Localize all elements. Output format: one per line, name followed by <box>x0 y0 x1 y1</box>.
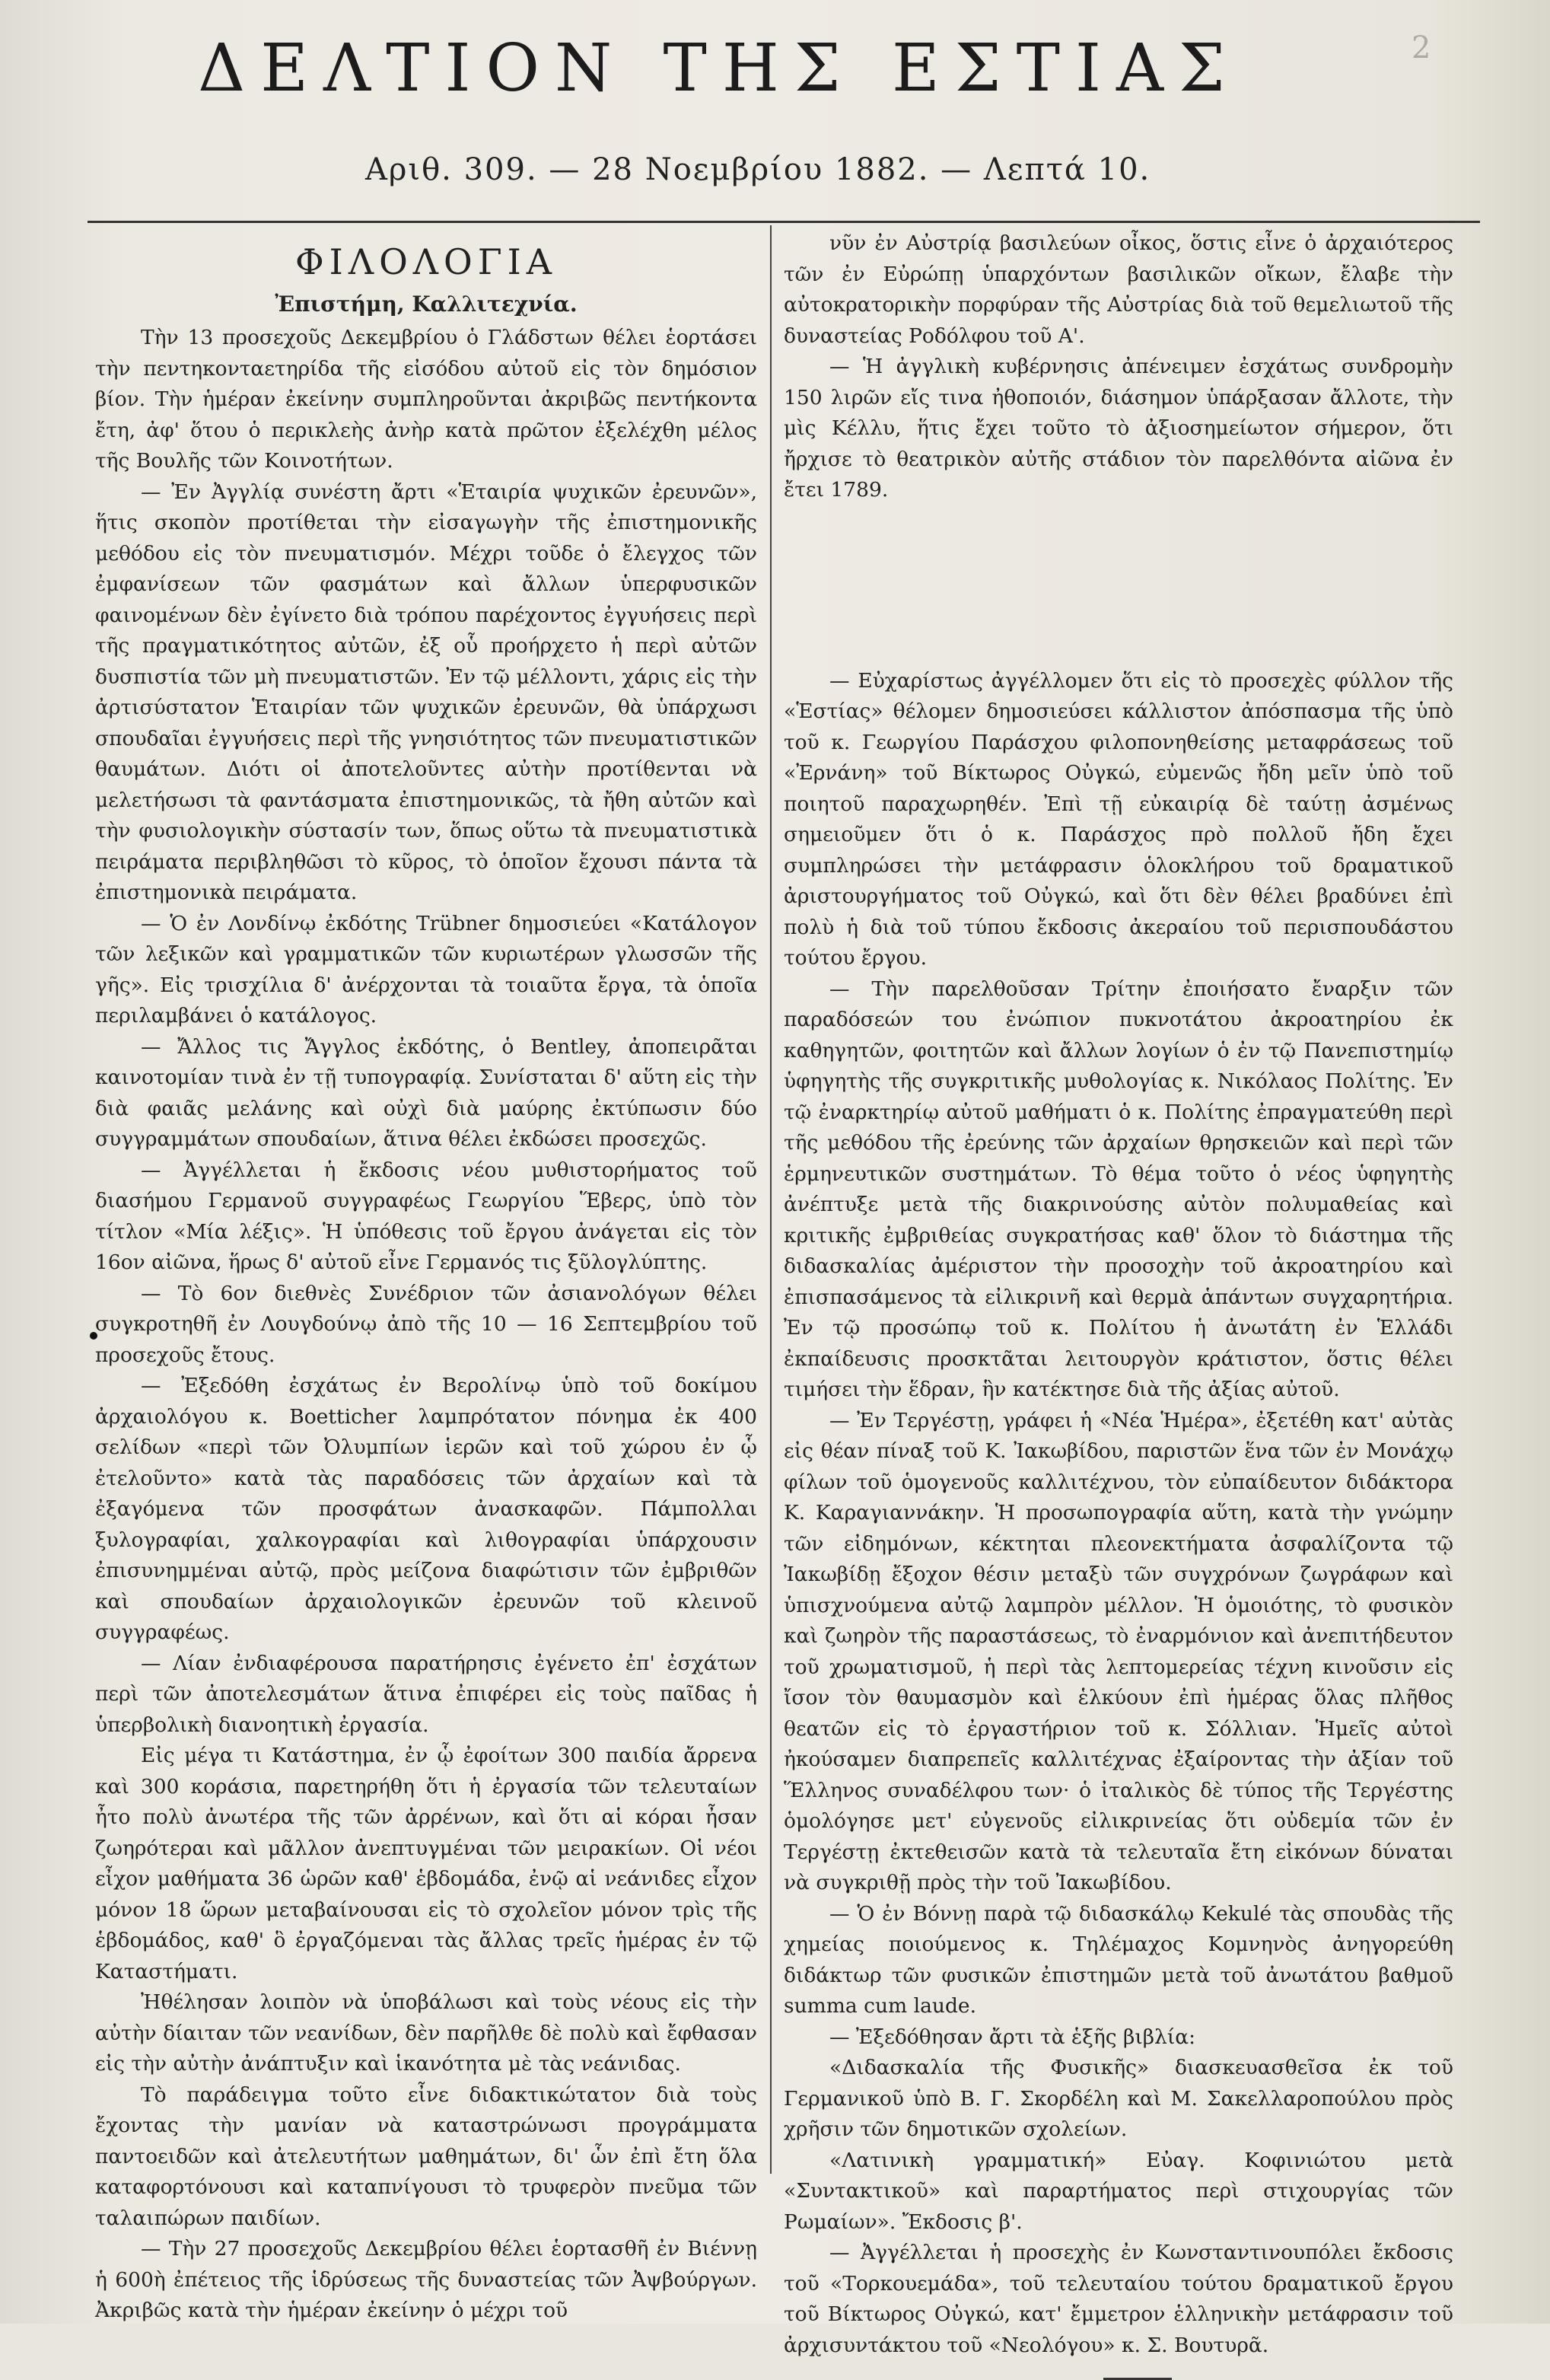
article-paragraph: — Ἐξεδόθησαν ἄρτι τὰ ἑξῆς βιβλία: <box>829 2025 1196 2049</box>
blank-space <box>784 506 1453 666</box>
article-paragraph: Ἠθέλησαν λοιπὸν νὰ ὑποβάλωσι καὶ τοὺς νέους εἰς τὴν αὐτὴν δίαιταν τῶν νεανίδων, δὲν παρῆλθε δὲ πολὺ καὶ ἔφθασαν εἰς τὴν αὐτὴν ἀνάπτυξιν καὶ ἱκανότητα μὲ τὰς νεάνιδας. <box>95 1990 757 2076</box>
article-paragraph: Εἰς μέγα τι Κατάστημα, ἐν ᾧ ἐφοίτων 300 παιδία ἄρρενα καὶ 300 κοράσια, παρετηρήθη ὅτι ἡ ἐργασία τῶν τελευταίων ἦτο πολὺ ἀνωτέρα τῆς τῶν ἀρρένων, καὶ ὅτι αἱ κόραι ἦσαν ζωηρότεραι καὶ μᾶλλον ἀνεπτυγμέναι τῶν μειρακίων. Οἱ νέοι εἶχον μαθήματα 36 ὡρῶν καθ' ἑβδομάδα, ἐνῷ αἱ νεάνιδες εἶχον μόνον 18 ὥρων μεταβαίνουσαι εἰς τὸ σχολεῖον μόνον τρὶς τῆς ἑβδομάδος, καθ' ὃ ἐργαζόμεναι τὰς ἄλλας τρεῖς ἡμέρας ἐν τῷ Καταστήματι. <box>95 1744 757 1983</box>
article-paragraph: — Ὁ ἐν Λονδίνῳ ἐκδότης Trübner δημοσιεύει «Κατάλογον τῶν λεξικῶν καὶ γραμματικῶν τῶν κυριωτέρων γλωσσῶν τῆς γῆς». Εἰς τρισχίλια δ' ἀνέρχονται τὰ τοιαῦτα ἔργα, τὰ ὁποῖα περιλαμβάνει ὁ κατάλογος. <box>95 911 757 1028</box>
article-paragraph: — Λίαν ἐνδιαφέρουσα παρατήρησις ἐγένετο ἐπ' ἐσχάτων περὶ τῶν ἀποτελεσμάτων ἅτινα ἐπιφέρει εἰς τοὺς παῖδας ἡ ὑπερβολικὴ διανοητικὴ ἐργασία. <box>95 1651 757 1737</box>
masthead-title: ΔΕΛΤΙΟΝ ΤΗΣ ΕΣΤΙΑΣ <box>198 30 1240 107</box>
article-paragraph: νῦν ἐν Αὐστρίᾳ βασιλεύων οἶκος, ὅστις εἶνε ὁ ἀρχαιότερος τῶν ἐν Εὐρώπῃ ὑπαρχόντων βασιλικῶν οἴκων, ἔλαβε τὴν αὐτοκρατορικὴν πορφύραν τῆς Αὐστρίας διὰ τοῦ θεμελιωτοῦ τῆς δυναστείας Ροδόλφου τοῦ Α'. <box>784 231 1453 348</box>
article-paragraph: Τὸ παράδειγμα τοῦτο εἶνε διδακτικώτατον διὰ τοὺς ἔχοντας τὴν μανίαν νὰ καταστρώνωσι προγράμματα παντοειδῶν καὶ ἀτελευτήτων μαθημάτων, δι' ὧν ἐπὶ ἔτη ὅλα καταφορτόνουσι καὶ καταπνίγουσι τὸ τρυφερὸν πνεῦμα τῶν ταλαιπώρων παιδίων. <box>95 2082 757 2230</box>
article-paragraph: — Τὴν παρελθοῦσαν Τρίτην ἐποιήσατο ἔναρξιν τῶν παραδόσεών του ἐνώπιον πυκνοτάτου ἀκροατηρίου ἐκ καθηγητῶν, φοιτητῶν καὶ ἄλλων λογίων ὁ ἐν τῷ Πανεπιστημίῳ ὑφηγητὴς τῆς συγκριτικῆς μυθολογίας κ. Νικόλαος Πολίτης. Ἐν τῷ ἐναρκτηρίῳ αὐτοῦ μαθήματι ὁ κ. Πολίτης ἐπραγματεύθη περὶ τῆς μεθόδου τῆς ἐρεύνης τῶν ἀρχαίων θρησκειῶν καὶ περὶ τῶν ἑρμηνευτικῶν συστημάτων. Τὸ θέμα τοῦτο ὁ νέος ὑφηγητὴς ἀνέπτυξε μετὰ τῆς διακρινούσης αὐτὸν πολυμαθείας καὶ κριτικῆς ἐμβριθείας συγκρατήσας καθ' ὅλον τὸ διάστημα τῆς διδασκαλίας ἀμέριστον τὴν προσοχὴν τοῦ ἀκροατηρίου καὶ ἐπισπασάμενος τὰ εἰλικρινῆ καὶ θερμὰ ἁπάντων συγχαρητήρια. Ἐν τῷ προσώπῳ τοῦ κ. Πολίτου ἡ ἀνωτάτη ἐν Ἑλλάδι ἐκπαίδευσις προσκτᾶται λειτουργὸν κράτιστον, ὅστις θέλει τιμήσει τὴν ἕδραν, ἣν κατέκτησε διὰ τῆς ἀξίας αὐτοῦ. <box>784 977 1453 1401</box>
column-divider <box>770 225 772 2174</box>
article-paragraph: — Ἀγγέλλεται ἡ ἔκδοσις νέου μυθιστορήματος τοῦ διασήμου Γερμανοῦ συγγραφέως Γεωργίου Ἕβερς, ὑπὸ τὸν τίτλον «Μία λέξις». Ἡ ὑπόθεσις τοῦ ἔργου ἀνάγεται εἰς τὸν 16ον αἰῶνα, ἥρως δ' αὐτοῦ εἶνε Γερμανός τις ξῦλογλύπτης. <box>95 1158 757 1274</box>
section-title: ΦΙΛΟΛΟΓΙΑ <box>294 241 558 282</box>
article-paragraph: — Εὐχαρίστως ἀγγέλλομεν ὅτι εἰς τὸ προσεχὲς φύλλον τῆς «Ἑστίας» θέλομεν δημοσιεύσει κάλλιστον ἀπόσπασμα τῆς ὑπὸ τοῦ κ. Γεωργίου Παράσχου φιλοπονηθείσης μεταφράσεως τοῦ «Ἐρνάνη» τοῦ Βίκτωρος Οὐγκώ, εὐμενῶς ἤδη μεῖν ὑπὸ τοῦ ποιητοῦ παραχωρηθέν. Ἐπὶ τῇ εὐκαιρίᾳ δὲ ταύτῃ ἀσμένως σημειοῦμεν ὅτι ὁ κ. Παράσχος πρὸ πολλοῦ ἤδη ἔχει συμπληρώσει τὴν μετάφρασιν ὁλοκλήρου τοῦ δραματικοῦ ἀριστουργήματος τοῦ Οὐγκώ, καὶ ὅτι δὲν θέλει βραδύνει ἐπὶ πολὺ ἡ διὰ τοῦ τύπου ἔκδοσις ἀκεραίου τοῦ περισπουδάστου τούτου ἔργου. <box>784 668 1453 970</box>
article-paragraph: — Ἄλλος τις Ἄγγλος ἐκδότης, ὁ Bentley, ἀποπειρᾶται καινοτομίαν τινὰ ἐν τῇ τυπογραφίᾳ. Συνίσταται δ' αὕτη εἰς τὴν διὰ φαιᾶς μελάνης καὶ οὐχὶ διὰ μαύρης ἐκτύπωσιν δύο συγγραμμάτων σπουδαίων, ἅτινα θέλει ἐκδώσει προσεχῶς. <box>95 1034 757 1151</box>
book-listing: «Διδασκαλία τῆς Φυσικῆς» διασκευασθεῖσα ἐκ τοῦ Γερμανικοῦ ὑπὸ Β. Γ. Σκορδέλη καὶ Μ. Σακελλαροπούλου πρὸς χρῆσιν τῶν δημοτικῶν σχολείων. <box>784 2056 1453 2141</box>
article-paragraph: — Τὴν 27 προσεχοῦς Δεκεμβρίου θέλει ἑορτασθῆ ἐν Βιέννῃ ἡ 600ὴ ἐπέτειος τῆς ἱδρύσεως τῆς δυναστείας τῶν Ἀψβούργων. Ἀκριβῶς κατὰ τὴν ἡμέραν ἐκείνην ὁ μέχρι τοῦ <box>95 2237 757 2322</box>
article-paragraph: — Ἐν Ἀγγλίᾳ συνέστη ἄρτι «Ἑταιρία ψυχικῶν ἐρευνῶν», ἥτις σκοπὸν προτίθεται τὴν εἰσαγωγὴν τῆς ἐπιστημονικῆς μεθόδου εἰς τὸν πνευματισμόν. Μέχρι τοῦδε ὁ ἔλεγχος τῶν ἐμφανίσεων τῶν φασμάτων καὶ ἄλλων ὑπερφυσικῶν φαινομένων δὲν ἐγίνετο διὰ τρόπου παρέχοντος ἐγγυήσεις περὶ τῆς πραγματικότητος αὐτῶν, ἐξ οὗ προήρχετο ἡ περὶ αὐτῶν δυσπιστία τῶν μὴ πνευματιστῶν. Ἐν τῷ μέλλοντι, χάρις εἰς τὴν ἀρτισύστατον Ἑταιρίαν τῶν ψυχικῶν ἐρευνῶν, θὰ ὑπάρχωσι σπουδαῖαι ἐγγυήσεις περὶ τῆς γνησιότητος τῶν πνευματιστικῶν θαυμάτων. Διότι οἱ ἀποτελοῦντες αὐτὴν προτίθενται νὰ μελετήσωσι τὰ φαντάσματα ἐπιστημονικῶς, τὰ ἤθη αὐτῶν καὶ τὴν φυσιολογικὴν σύστασίν των, ὅπως οὕτω τὰ πνευματιστικὰ πειράματα περιβληθῶσι τὸ κῦρος, τὸ ὁποῖον ἔχουσι πάντα τὰ ἐπιστημονικὰ πειράματα. <box>95 480 757 904</box>
page-number: 2 <box>1412 30 1431 65</box>
article-paragraph: Τὴν 13 προσεχοῦς Δεκεμβρίου ὁ Γλάδστων θέλει ἑορτάσει τὴν πεντηκονταετηρίδα τῆς εἰσόδου αὐτοῦ εἰς τὸν δημόσιον βίον. Τὴν ἡμέραν ἐκείνην συμπληροῦνται ἀκριβῶς πεντήκοντα ἔτη, ἀφ' ὅτου ὁ περικλεὴς ἀνὴρ κατὰ πρῶτον ἐξελέχθη μέλος τῆς Βουλῆς τῶν Κοινοτήτων. <box>95 326 757 473</box>
article-paragraph: — Ἐν Τεργέστῃ, γράφει ἡ «Νέα Ἡμέρα», ἐξετέθη κατ' αὐτὰς εἰς θέαν πίναξ τοῦ Κ. Ἰακωβίδου, παριστῶν ἕνα τῶν ἐν Μονάχῳ φίλων τοῦ ὁμογενοῦς καλλιτέχνου, τὸν εὐπαίδευτον διδάκτορα Κ. Καραγιαννάκην. Ἡ προσωπογραφία αὕτη, κατὰ τὴν γνώμην τῶν εἰδημόνων, κέκτηται πλεονεκτήματα ἀσφαλίζοντα τῷ Ἰακωβίδῃ ἔξοχον θέσιν μεταξὺ τῶν συγχρόνων ζωγράφων καὶ ὑπισχνούμενα αὐτῷ λαμπρὸν μέλλον. Ἡ ὁμοιότης, τὸ φυσικὸν καὶ ζωηρὸν τῆς παραστάσεως, τὸ ἐναρμόνιον καὶ ἀνεπιτήδευτον τοῦ χρωματισμοῦ, ἡ περὶ τὰς λεπτομερείας τέχνη κινοῦσιν εἰς ἴσον τὸν θαυμασμὸν καὶ ἑλκύουν ἐπὶ ἡμέρας ὅλας πλῆθος θεατῶν εἰς τὸ ἐργαστήριον τοῦ κ. Σόλλιαν. Ἡμεῖς αὐτοὶ ἠκούσαμεν διαπρεπεῖς καλλιτέχνας ἐξαίροντας τὴν ἀξίαν τοῦ Ἕλληνος συναδέλφου των· ὁ ἰταλικὸς δὲ τύπος τῆς Τεργέστης ὁμολόγησε μετ' εὐγενοῦς εἰλικρινείας ὅτι οὐδεμία τῶν ἐν Τεργέστῃ ἐκτεθεισῶν κατὰ τὰ τελευταῖα ἔτη εἰκόνων δύναται νὰ συγκριθῇ πρὸς τὴν τοῦ Ἰακωβίδου. <box>784 1408 1453 1894</box>
section-subtitle: Ἐπιστήμη, Καλλιτεχνία. <box>275 292 578 317</box>
issue-line: Αριθ. 309. — 28 Νοεμβρίου 1882. — Λεπτά 10. <box>365 152 1151 187</box>
article-paragraph: — Ὁ ἐν Βόννῃ παρὰ τῷ διδασκάλῳ Kekulé τὰς σπουδὰς τῆς χημείας ποιούμενος κ. Τηλέμαχος Κομνηνὸς ἀνηγορεύθη διδάκτωρ τῶν φυσικῶν ἐπιστημῶν μετὰ τοῦ ἀνωτάτου βαθμοῦ summa cum laude. <box>784 1901 1453 2018</box>
article-paragraph: — Τὸ 6ον διεθνὲς Συνέδριον τῶν ἀσιανολόγων θέλει συγκροτηθῆ ἐν Λουγδούνῳ ἀπὸ τῆς 10 — 16 Σεπτεμβρίου τοῦ προσεχοῦς ἔτους. <box>95 1281 757 1367</box>
article-paragraph: — Ἀγγέλλεται ἡ προσεχὴς ἐν Κωνσταντινουπόλει ἔκδοσις τοῦ «Τορκουεμάδα», τοῦ τελευταίου τούτου δραματικοῦ ἔργου τοῦ Βίκτωρος Οὐγκώ, κατ' ἔμμετρον ἑλληνικὴν μετάφρασιν τοῦ ἀρχισυντάκτου τοῦ «Νεολόγου» κ. Σ. Βουτυρᾶ. <box>784 2241 1453 2357</box>
header-rule <box>88 221 1480 223</box>
article-paragraph: — Ἐξεδόθη ἐσχάτως ἐν Βερολίνῳ ὑπὸ τοῦ δοκίμου ἀρχαιολόγου κ. Boetticher λαμπρότατον πόνημα ἐκ 400 σελίδων «περὶ τῶν Ὀλυμπίων ἱερῶν καὶ τοῦ χώρου ἐν ᾧ ἐτελοῦντο» κατὰ τὰς παραδόσεις τῶν ἀρχαίων καὶ τὰ ἐξαγόμενα τῶν προσφάτων ἀνασκαφῶν. Πάμπολλαι ξυλογραφίαι, χαλκογραφίαι καὶ λιθογραφίαι ὑπάρχουσιν ἐπισυνημμέναι αὐτῷ, πρὸς μείζονα διαφώτισιν τῶν ἐμβριθῶν καὶ σπουδαίων ἀρχαιολογικῶν ἐρευνῶν τοῦ κλεινοῦ συγγραφέως. <box>95 1374 757 1644</box>
article-paragraph: — Ἡ ἀγγλικὴ κυβέρνησις ἀπένειμεν ἐσχάτως συνδρομὴν 150 λιρῶν εἴς τινα ἠθοποιόν, διάσημον ὑπάρξασαν ἄλλοτε, τὴν μὶς Κέλλυ, ἥτις ἔχει τοῦτο τὸ ἀξιοσημείωτον σήμερον, ὅτι ἤρχισε τὸ θεατρικὸν αὐτῆς στάδιον τὸν παρελθόντα αἰῶνα ἐν ἔτει 1789. <box>784 355 1453 502</box>
book-listing: «Λατινικὴ γραμματική» Εὐαγ. Κοφινιώτου μετὰ «Συντακτικοῦ» καὶ παραρτήματος περὶ στιχουργίας τῶν Ρωμαίων». Ἔκδοσις β'. <box>784 2148 1453 2234</box>
left-column <box>95 228 757 2327</box>
right-column <box>784 228 1453 2380</box>
